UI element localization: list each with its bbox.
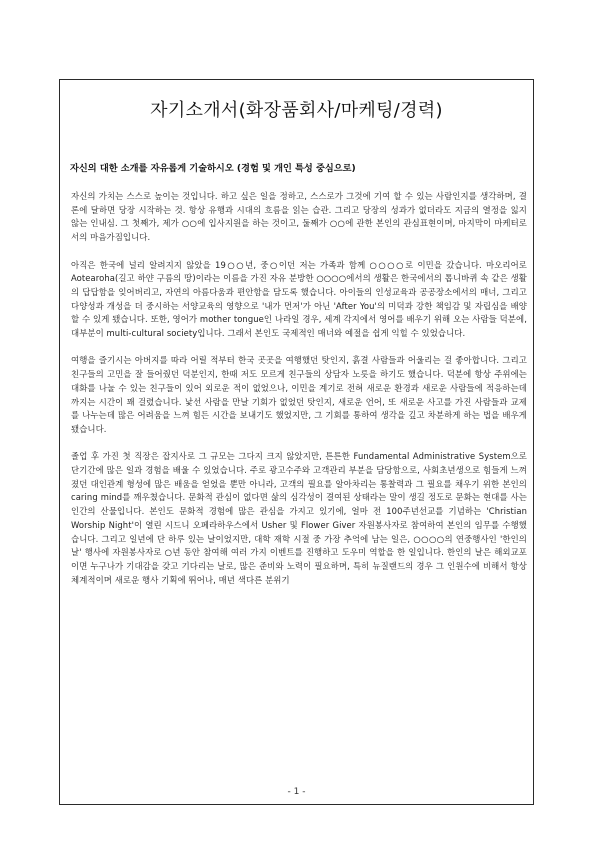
paragraph-3: 여행을 즐기시는 아버지를 따라 어릴 적부터 한국 곳곳을 여행했던 탓인지, 흙결 사람들과 어울리는 걸 좋아합니다. 그리고 친구들의 고민을 잘 들어줬던 덕분인지, 한때 저도 모르게 친구들의 상담자 노릇을 하기도 했습니다. 덕분에 항상 주위에는 대화를 나눌 수 있는 친구들이 있어 외로운 적이 없었으나, 이민을 계기로 전혀 새로운 환경과 새로운 사람들에 적응하는데 까지는 시간이 꽤 걸렸습니다. 낯선 사람을 만날 기회가 없었던 탓인지, 새로운 언어, 또 새로운 사고를 가진 사람들과 교제를 나누는데 많은 어려움을 느껴 힘든 시간을 보내기도 했었지만, 그 기회를 통하여 생각을 깊고 차분하게 하는 법을 배우게 됐습니다.: [71, 355, 527, 434]
paragraph-4: 졸업 후 가진 첫 직장은 잡지사로 그 규모는 그다지 크지 않았지만, 튼튼한 Fundamental Administrative System으로 단기간에 많은 일과 경험을 배울 수 있었습니다. 주로 광고수주와 고객관리 부분을 담당함으로, 사회초년생으로 힘들게 느껴졌던 대인관계 형성에 많은 배움을 얻었을 뿐만 아니라, 고객의 필요를 알아차리는 통찰력과 그 필요를 채우기 위한 본인의 caring mind를 깨우쳤습니다. 문화적 관심이 없다면 삶의 심각성이 결여된 상태라는 말이 생길 정도로 문화는 현대를 사는 인간의 산물입니다. 본인도 문화적 경험에 많은 관심을 가지고 있기에, 얼마 전 100주년선교를 기념하는 'Christian Worship Night'이 열린 시드니 오페라하우스에서 Usher 및 Flower Giver 자원봉사자로 참여하여 본인의 임무를 수행했습니다. 그리고 일년에 단 하루 있는 날이었지만, 대학 재학 시절 중 가장 추억에 남는 일은, ○○○○의 연중행사인 '한인의 날' 행사에 자원봉사자로 ○년 동안 참여해 여러 가지 이벤트를 진행하고 도우미 역할을 한 일입니다. 한인의 날은 해외교포이면 누구나가 기대감을 갖고 기다리는 날로, 많은 준비와 노력이 필요하며, 특히 뉴질랜드의 경우 그 인원수에 비해서 항상 체계적이며 새로운 행사 기획에 뛰어나, 매년 색다른 분위기: [71, 451, 527, 585]
essay-body: [71, 190, 527, 601]
essay-question: 자신의 대한 소개를 자유롭게 기술하시오 (경험 및 개인 특성 중심으로): [70, 163, 356, 174]
page-number: - 1 -: [287, 787, 306, 797]
paragraph-1: 자신의 가치는 스스로 높이는 것입니다. 하고 싶은 일을 정하고, 스스로가 그것에 기여 할 수 있는 사람인지를 생각하며, 결론에 달하면 당장 시작하는 것. 항상 유행과 시대의 흐름을 읽는 습관. 그리고 당장의 성과가 없더라도 지금의 열정을 잃지 않는 인내심. 그 첫째가, 제가 ○○에 입사지원을 하는 것이고, 둘째가 ○○에 관한 본인의 관심표현이며, 마지막이 마케터로서의 마음가짐입니다.: [71, 191, 527, 243]
paragraph-2: 아직은 한국에 널리 알려지지 않았을 19○○년, 중○이던 저는 가족과 함께 ○○○○로 이민을 갔습니다. 마오리어로 Aotearoha(길고 하얀 구름의 땅)이라는 이름을 가진 자유 분방한 ○○○○에서의 생활은 한국에서의 톱니바퀴 속 같은 생활의 답답함을 잊어버리고, 자연의 아름다움과 편안함을 담도록 했습니다. 아이들의 인성교육과 공공장소에서의 매너, 그리고 다양성과 개성을 더 중시하는 서양교육의 영향으로 '내가 먼저'가 아닌 'After You'의 미덕과 강한 책임감 및 자립심을 배양 할 수 있게 됐습니다. 또한, 영어가 mother tongue인 나라일 경우, 세계 각지에서 영어를 배우기 위해 오는 사람들 덕분에, 대부분이 multi-cultural society입니다. 그래서 본인도 국제적인 매너와 예절을 쉽게 익힐 수 있었습니다.: [71, 259, 527, 339]
document-title: 자기소개서(화장품회사/마케팅/경력): [150, 100, 443, 121]
